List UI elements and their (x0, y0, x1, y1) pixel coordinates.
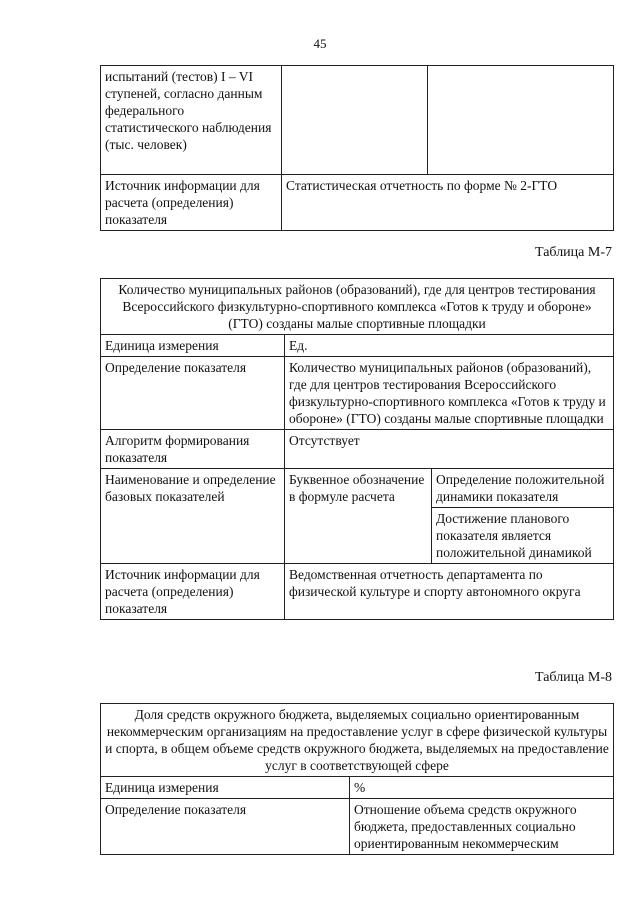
table-row (101, 799, 614, 855)
unit-label: Единица измерения (101, 777, 350, 799)
page-number: 45 (313, 36, 327, 51)
definition-value: Количество муниципальных районов (образований), где для центров тестирования Всероссийского физкультурно-спортивного комплекса «Готов к труду и обороне» (ГТО) созданы малые спортивные площадки (285, 357, 614, 430)
algorithm-value: Отсутствует (285, 430, 614, 469)
base-definition-1: Определение положительной динамики показателя (432, 469, 614, 508)
table-row (101, 66, 614, 175)
table-row (101, 704, 614, 777)
base-symbol: Буквенное обозначение в формуле расчета (285, 469, 432, 564)
table-row (101, 564, 614, 620)
table-cell-empty (428, 66, 614, 175)
table-title: Доля средств окружного бюджета, выделяемых социально ориентированным некоммерческим организациям на предоставление услуг в сфере физической культуры и спорта, в общем объеме средств окружного бюджета, выделяемых на предоставление услуг в соответствующей сфере (101, 704, 614, 777)
source-value: Ведомственная отчетность департамента по физической культуре и спорту автономного округа (285, 564, 614, 620)
unit-value: Ед. (285, 335, 614, 357)
unit-value: % (350, 777, 614, 799)
table-continuation (100, 65, 614, 231)
table-title: Количество муниципальных районов (образований), где для центров тестирования Всероссийского физкультурно-спортивного комплекса «Готов к труду и обороне» (ГТО) созданы малые спортивные площадки (101, 279, 614, 335)
table-cell-value: Статистическая отчетность по форме № 2-ГТО (282, 175, 614, 231)
table-row (101, 335, 614, 357)
algorithm-label: Алгоритм формирования показателя (101, 430, 285, 469)
unit-label: Единица измерения (101, 335, 285, 357)
source-label: Источник информации для расчета (определения) показателя (101, 564, 285, 620)
table-cell-empty (282, 66, 428, 175)
table-row (101, 469, 614, 508)
table-cell-label: испытаний (тестов) I – VI ступеней, согласно данным федерального статистического наблюдения (тыс. человек) (101, 66, 282, 175)
table-row (101, 175, 614, 231)
table-cell-label: Источник информации для расчета (определения) показателя (101, 175, 282, 231)
table-row (101, 279, 614, 335)
base-label: Наименование и определение базовых показателей (101, 469, 285, 564)
table-row (101, 357, 614, 430)
table-row (101, 430, 614, 469)
definition-label: Определение показателя (101, 357, 285, 430)
table-caption-m7: Таблица М-7 (535, 245, 612, 260)
table-caption-m8: Таблица М-8 (535, 670, 612, 685)
table-m7 (100, 278, 614, 620)
base-definition-2: Достижение планового показателя является положительной динамикой (432, 508, 614, 564)
definition-value: Отношение объема средств окружного бюджета, предоставленных социально ориентированным некоммерческим (350, 799, 614, 855)
table-m8 (100, 703, 614, 855)
table-row (101, 777, 614, 799)
definition-label: Определение показателя (101, 799, 350, 855)
